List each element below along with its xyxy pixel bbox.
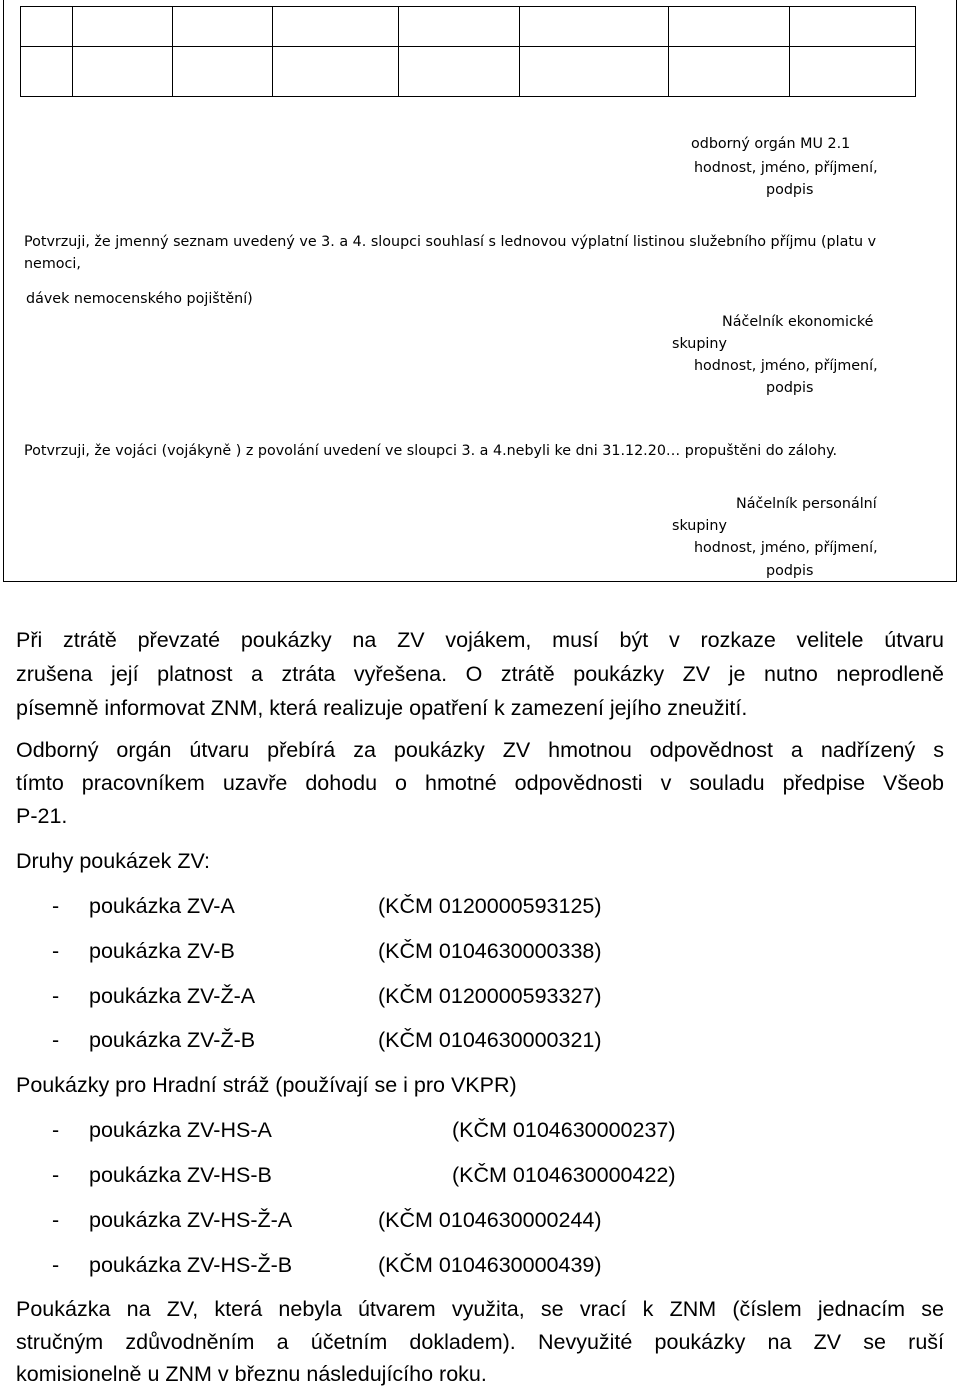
list-item-dash: - <box>52 1208 60 1232</box>
sig2-podpis: podpis <box>766 380 814 396</box>
list-item-code: (KČM 0104630000244) <box>378 1208 602 1232</box>
list-item-dash: - <box>52 1163 60 1187</box>
list-item-name: poukázka ZV-HS-B <box>89 1163 272 1187</box>
paragraph-loss-line1: Při ztrátě převzaté poukázky na ZV vojákem, musí být v rozkaze velitele útvaru <box>16 628 944 652</box>
confirm2-text: Potvrzuji, že vojáci (vojákyně ) z povolání uvedení ve sloupci 3. a 4.nebyli ke dni 31.12.20… propuštěni do zálohy. <box>24 443 838 459</box>
sig1-podpis: podpis <box>766 182 814 198</box>
paragraph-unused-line2: stručným zdůvodněním a účetním dokladem). Nevyužité poukázky na ZV se ruší <box>16 1330 944 1354</box>
sig3-podpis: podpis <box>766 563 814 579</box>
list-item-dash: - <box>52 1028 60 1052</box>
list-item-code: (KČM 0120000593125) <box>378 894 602 918</box>
list-item-name: poukázka ZV-Ž-B <box>89 1028 256 1052</box>
sig3-fields: hodnost, jméno, příjmení, <box>694 540 878 556</box>
sig2-fields: hodnost, jméno, příjmení, <box>694 358 878 374</box>
table-cell[interactable] <box>272 6 398 97</box>
list-item-code: (KČM 0120000593327) <box>378 984 602 1008</box>
table-row-divider <box>20 46 916 47</box>
paragraph-liability-line2: tímto pracovníkem uzavře dohodu o hmotné odpovědnosti v souladu předpise Všeob <box>16 771 944 795</box>
sig2-role-cont: skupiny <box>672 336 727 352</box>
sig3-role: Náčelník personální <box>736 496 877 512</box>
list-item-code: (KČM 0104630000338) <box>378 939 602 963</box>
list-item-name: poukázka ZV-HS-A <box>89 1118 272 1142</box>
table-cell[interactable] <box>172 6 272 97</box>
paragraph-unused-line1: Poukázka na ZV, která nebyla útvarem využita, se vrací k ZNM (číslem jednacím se <box>16 1297 944 1321</box>
confirm1-line2: nemoci, <box>24 256 81 272</box>
sig3-role-cont: skupiny <box>672 518 727 534</box>
table-cell[interactable] <box>398 6 519 97</box>
list-item-name: poukázka ZV-HS-Ž-A <box>89 1208 293 1232</box>
paragraph-liability-line1: Odborný orgán útvaru přebírá za poukázky ZV hmotnou odpovědnost a nadřízený s <box>16 738 944 762</box>
list-item-code: (KČM 0104630000321) <box>378 1028 602 1052</box>
list-item-name: poukázka ZV-HS-Ž-B <box>89 1253 293 1277</box>
paragraph-loss-line3: písemně informovat ZNM, která realizuje opatření k zamezení jejího zneužití. <box>16 696 748 720</box>
list-item-dash: - <box>52 894 60 918</box>
paragraph-unused-line3: komisionelně u ZNM v březnu následujícího roku. <box>16 1362 487 1386</box>
paragraph-loss-line2: zrušena její platnost a ztráta vyřešena. O ztrátě poukázky ZV je nutno neprodleně <box>16 662 944 686</box>
confirm1-line3: dávek nemocenského pojištění) <box>26 291 253 307</box>
list-item-code: (KČM 0104630000439) <box>378 1253 602 1277</box>
list-item-dash: - <box>52 939 60 963</box>
list-item-dash: - <box>52 984 60 1008</box>
table-cell[interactable] <box>72 6 172 97</box>
list-item-dash: - <box>52 1253 60 1277</box>
sig1-role: odborný orgán MU 2.1 <box>691 136 851 152</box>
list-item-name: poukázka ZV-A <box>89 894 235 918</box>
list-item-code: (KČM 0104630000237) <box>452 1118 676 1142</box>
paragraph-liability-line3: P-21. <box>16 804 68 828</box>
types-heading: Druhy poukázek ZV: <box>16 849 210 873</box>
table-cell[interactable] <box>20 6 72 97</box>
list-item-dash: - <box>52 1118 60 1142</box>
table-cell[interactable] <box>789 6 916 97</box>
confirm1-line1: Potvrzuji, že jmenný seznam uvedený ve 3. a 4. sloupci souhlasí s lednovou výplatní listinou služebního příjmu (platu v <box>24 234 877 250</box>
list-item-code: (KČM 0104630000422) <box>452 1163 676 1187</box>
sig2-role: Náčelník ekonomické <box>722 314 874 330</box>
sig1-fields: hodnost, jméno, příjmení, <box>694 160 878 176</box>
list-item-name: poukázka ZV-Ž-A <box>89 984 256 1008</box>
table-cell[interactable] <box>519 6 668 97</box>
form-table <box>20 6 916 97</box>
hs-heading: Poukázky pro Hradní stráž (používají se i pro VKPR) <box>16 1073 517 1097</box>
table-cell[interactable] <box>668 6 789 97</box>
list-item-name: poukázka ZV-B <box>89 939 235 963</box>
